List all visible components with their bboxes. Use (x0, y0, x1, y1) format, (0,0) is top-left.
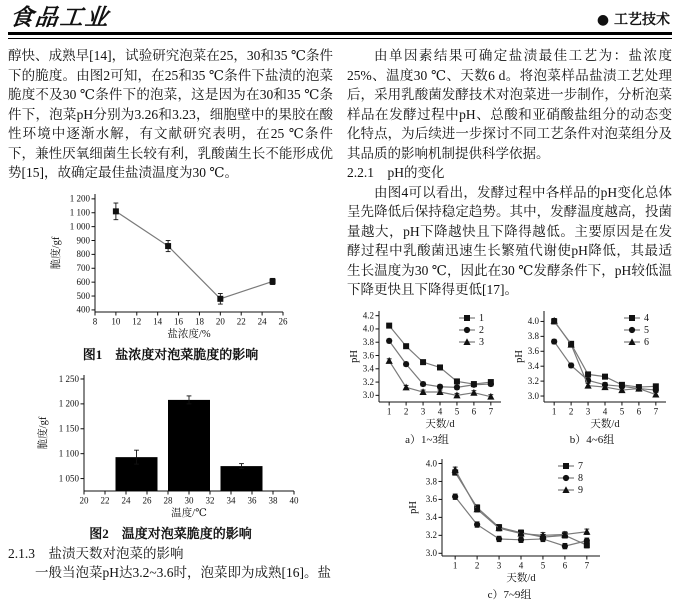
svg-text:24: 24 (257, 316, 267, 326)
svg-text:天数/d: 天数/d (425, 418, 455, 430)
page-header (8, 4, 672, 32)
figure2-container (8, 368, 333, 524)
svg-text:3.4: 3.4 (425, 512, 437, 523)
svg-text:3: 3 (479, 336, 484, 348)
header-rule (8, 32, 672, 39)
left-paragraph-1: 醇快、成熟早[14]，试验研究泡菜在25，30和35 ℃条件下的脆度。由图2可知，在25和35 ℃条件下盐渍的泡菜脆度不及30 ℃条件下的泡菜，这是因为在30和35 ℃条件下，泡菜pH分别为3.26和3.23，细胞壁中的果胶在酸性环境中逐渐水解，有文献研究表明，在25 ℃条件下，兼性厌氧细菌生长较有利，乳酸菌生长不能形成优势[15]，故确定最佳盐渍温度为30 ℃。 (8, 48, 333, 180)
figure1-container (8, 187, 333, 345)
figure4b-container (512, 306, 672, 431)
svg-text:26: 26 (278, 316, 287, 326)
svg-text:9: 9 (577, 485, 583, 496)
svg-text:4.2: 4.2 (362, 309, 374, 320)
svg-text:400: 400 (76, 304, 90, 315)
svg-text:pH: pH (407, 501, 419, 514)
svg-text:1 200: 1 200 (69, 193, 90, 204)
svg-text:2: 2 (568, 406, 574, 416)
svg-text:4: 4 (644, 312, 649, 324)
svg-text:800: 800 (76, 248, 90, 259)
figure2-bar-chart (36, 368, 306, 524)
svg-text:6: 6 (471, 406, 477, 416)
svg-text:脆度/gf: 脆度/gf (50, 236, 62, 269)
svg-text:1 250: 1 250 (58, 373, 79, 384)
svg-text:3.6: 3.6 (425, 494, 437, 505)
svg-text:16: 16 (173, 316, 183, 326)
figure4b-caption: b）4~6组 (569, 433, 615, 446)
figure4b-block (512, 302, 672, 451)
svg-text:1: 1 (551, 406, 557, 416)
journal-logo: 食品工业 (8, 4, 112, 31)
svg-text:500: 500 (76, 290, 90, 301)
svg-text:1 050: 1 050 (58, 473, 79, 484)
svg-text:36: 36 (247, 495, 256, 506)
figure1-line-chart (49, 187, 293, 345)
svg-text:3.2: 3.2 (362, 376, 374, 387)
svg-text:3.4: 3.4 (362, 363, 374, 374)
left-paragraph-2: 一般当泡菜pH达3.2~3.6时，泡菜即为成熟[16]。盐 (35, 565, 332, 580)
svg-text:40: 40 (289, 495, 298, 506)
svg-text:7: 7 (577, 461, 583, 472)
section-label: ● 工艺技术 (596, 12, 670, 28)
figure4c-container (347, 454, 672, 586)
figure2-caption: 图2 温度对泡菜脆度的影响 (89, 526, 252, 541)
svg-text:38: 38 (268, 495, 277, 506)
two-column-body (8, 46, 672, 606)
svg-text:7: 7 (584, 560, 589, 571)
svg-text:6: 6 (562, 560, 567, 571)
svg-text:6: 6 (644, 336, 649, 348)
svg-text:14: 14 (152, 316, 162, 326)
heading-2-1-3: 2.1.3 盐渍天数对泡菜的影响 (8, 545, 184, 561)
right-paragraph-2: 由图4可以看出，发酵过程中各样品的pH变化总体呈先降低后保持稳定趋势。其中，发酵温度越高，投菌量越大，pH下降越快且下降得越低。主要原因是在发酵过程中乳酸菌迅速生长繁殖代谢使pH降低，其最适生长温度为30 ℃，因此在30 ℃发酵条件下，pH较低温下降更快且下降得更低[17]。 (347, 184, 672, 297)
figure4a-block (347, 302, 507, 451)
svg-text:1 100: 1 100 (69, 207, 90, 218)
svg-text:3.8: 3.8 (362, 336, 374, 347)
svg-text:4: 4 (602, 406, 608, 416)
svg-text:1 000: 1 000 (69, 220, 90, 231)
svg-text:8: 8 (577, 473, 583, 484)
svg-text:2: 2 (403, 406, 409, 416)
svg-text:34: 34 (226, 495, 235, 506)
svg-text:4.0: 4.0 (527, 315, 539, 326)
right-column (347, 46, 672, 606)
svg-text:4.0: 4.0 (362, 323, 374, 334)
svg-text:3.0: 3.0 (425, 548, 437, 559)
figure4-ab-row (347, 302, 672, 451)
svg-text:20: 20 (215, 316, 225, 326)
right-paragraph-1: 由单因素结果可确定盐渍最佳工艺为：盐浓度25%、温度30 ℃、天数6 d。将泡菜样品盐渍工艺处理后，采用乳酸菌发酵技术对泡菜进一步制作，分析泡菜样品在发酵过程中pH、总酸和亚硝酸盐组分的动态变化特点，为后续进一步探讨不同工艺条件对泡菜组分及其品质的影响机制提供科学依据。 (347, 48, 672, 161)
svg-text:600: 600 (76, 276, 90, 287)
svg-text:30: 30 (184, 495, 193, 506)
svg-text:4.0: 4.0 (425, 458, 437, 469)
svg-text:700: 700 (76, 262, 90, 273)
svg-text:1 100: 1 100 (58, 448, 79, 459)
svg-text:8: 8 (92, 316, 97, 326)
svg-text:3.6: 3.6 (527, 345, 539, 356)
svg-text:3.0: 3.0 (527, 390, 539, 401)
svg-text:5: 5 (619, 406, 625, 416)
svg-text:10: 10 (110, 316, 120, 326)
svg-text:12: 12 (131, 316, 141, 326)
left-column (8, 46, 333, 606)
figure4c-line-chart (406, 454, 614, 586)
svg-text:脆度/gf: 脆度/gf (37, 416, 49, 450)
svg-text:22: 22 (100, 495, 109, 506)
figure4c-caption: c）7~9组 (487, 589, 532, 601)
svg-text:26: 26 (142, 495, 151, 506)
svg-text:4: 4 (437, 406, 443, 416)
svg-text:天数/d: 天数/d (505, 573, 536, 584)
svg-text:2: 2 (474, 560, 479, 571)
figure1-caption: 图1 盐浓度对泡菜脆度的影响 (82, 346, 259, 362)
svg-text:天数/d: 天数/d (590, 418, 620, 430)
svg-text:28: 28 (163, 495, 172, 506)
svg-text:pH: pH (349, 349, 360, 363)
svg-text:pH: pH (514, 349, 525, 363)
svg-text:5: 5 (644, 324, 649, 336)
svg-text:盐浓度/%: 盐浓度/% (166, 328, 211, 340)
svg-text:32: 32 (205, 495, 214, 506)
svg-text:3: 3 (420, 406, 426, 416)
figure4a-line-chart (347, 306, 507, 431)
figure4b-line-chart (512, 306, 672, 431)
svg-text:3.2: 3.2 (527, 375, 539, 386)
figure4a-caption: a）1~3组 (405, 433, 449, 446)
svg-text:6: 6 (636, 406, 642, 416)
svg-text:20: 20 (79, 495, 88, 506)
svg-text:2: 2 (479, 324, 484, 336)
svg-text:24: 24 (121, 495, 130, 506)
svg-text:3: 3 (496, 560, 501, 571)
svg-text:3: 3 (585, 406, 591, 416)
svg-text:900: 900 (76, 234, 90, 245)
figure4a-container (347, 306, 507, 431)
svg-text:7: 7 (488, 406, 494, 416)
svg-text:18: 18 (194, 316, 204, 326)
svg-text:3.8: 3.8 (425, 476, 437, 487)
svg-text:3.4: 3.4 (527, 360, 539, 371)
svg-text:1: 1 (452, 560, 457, 571)
heading-2-2-1: 2.2.1 pH的变化 (347, 165, 445, 180)
svg-text:3.6: 3.6 (362, 349, 374, 360)
svg-text:3.0: 3.0 (362, 389, 374, 400)
svg-text:4: 4 (518, 560, 523, 571)
svg-text:1 200: 1 200 (58, 398, 79, 409)
svg-text:5: 5 (454, 406, 460, 416)
svg-text:22: 22 (236, 316, 246, 326)
svg-text:7: 7 (653, 406, 659, 416)
svg-text:温度/℃: 温度/℃ (170, 508, 207, 519)
svg-text:5: 5 (540, 560, 545, 571)
svg-text:3.8: 3.8 (527, 330, 539, 341)
svg-text:1: 1 (386, 406, 392, 416)
svg-text:1: 1 (479, 312, 484, 324)
svg-text:1 150: 1 150 (58, 423, 79, 434)
svg-text:3.2: 3.2 (425, 530, 437, 541)
